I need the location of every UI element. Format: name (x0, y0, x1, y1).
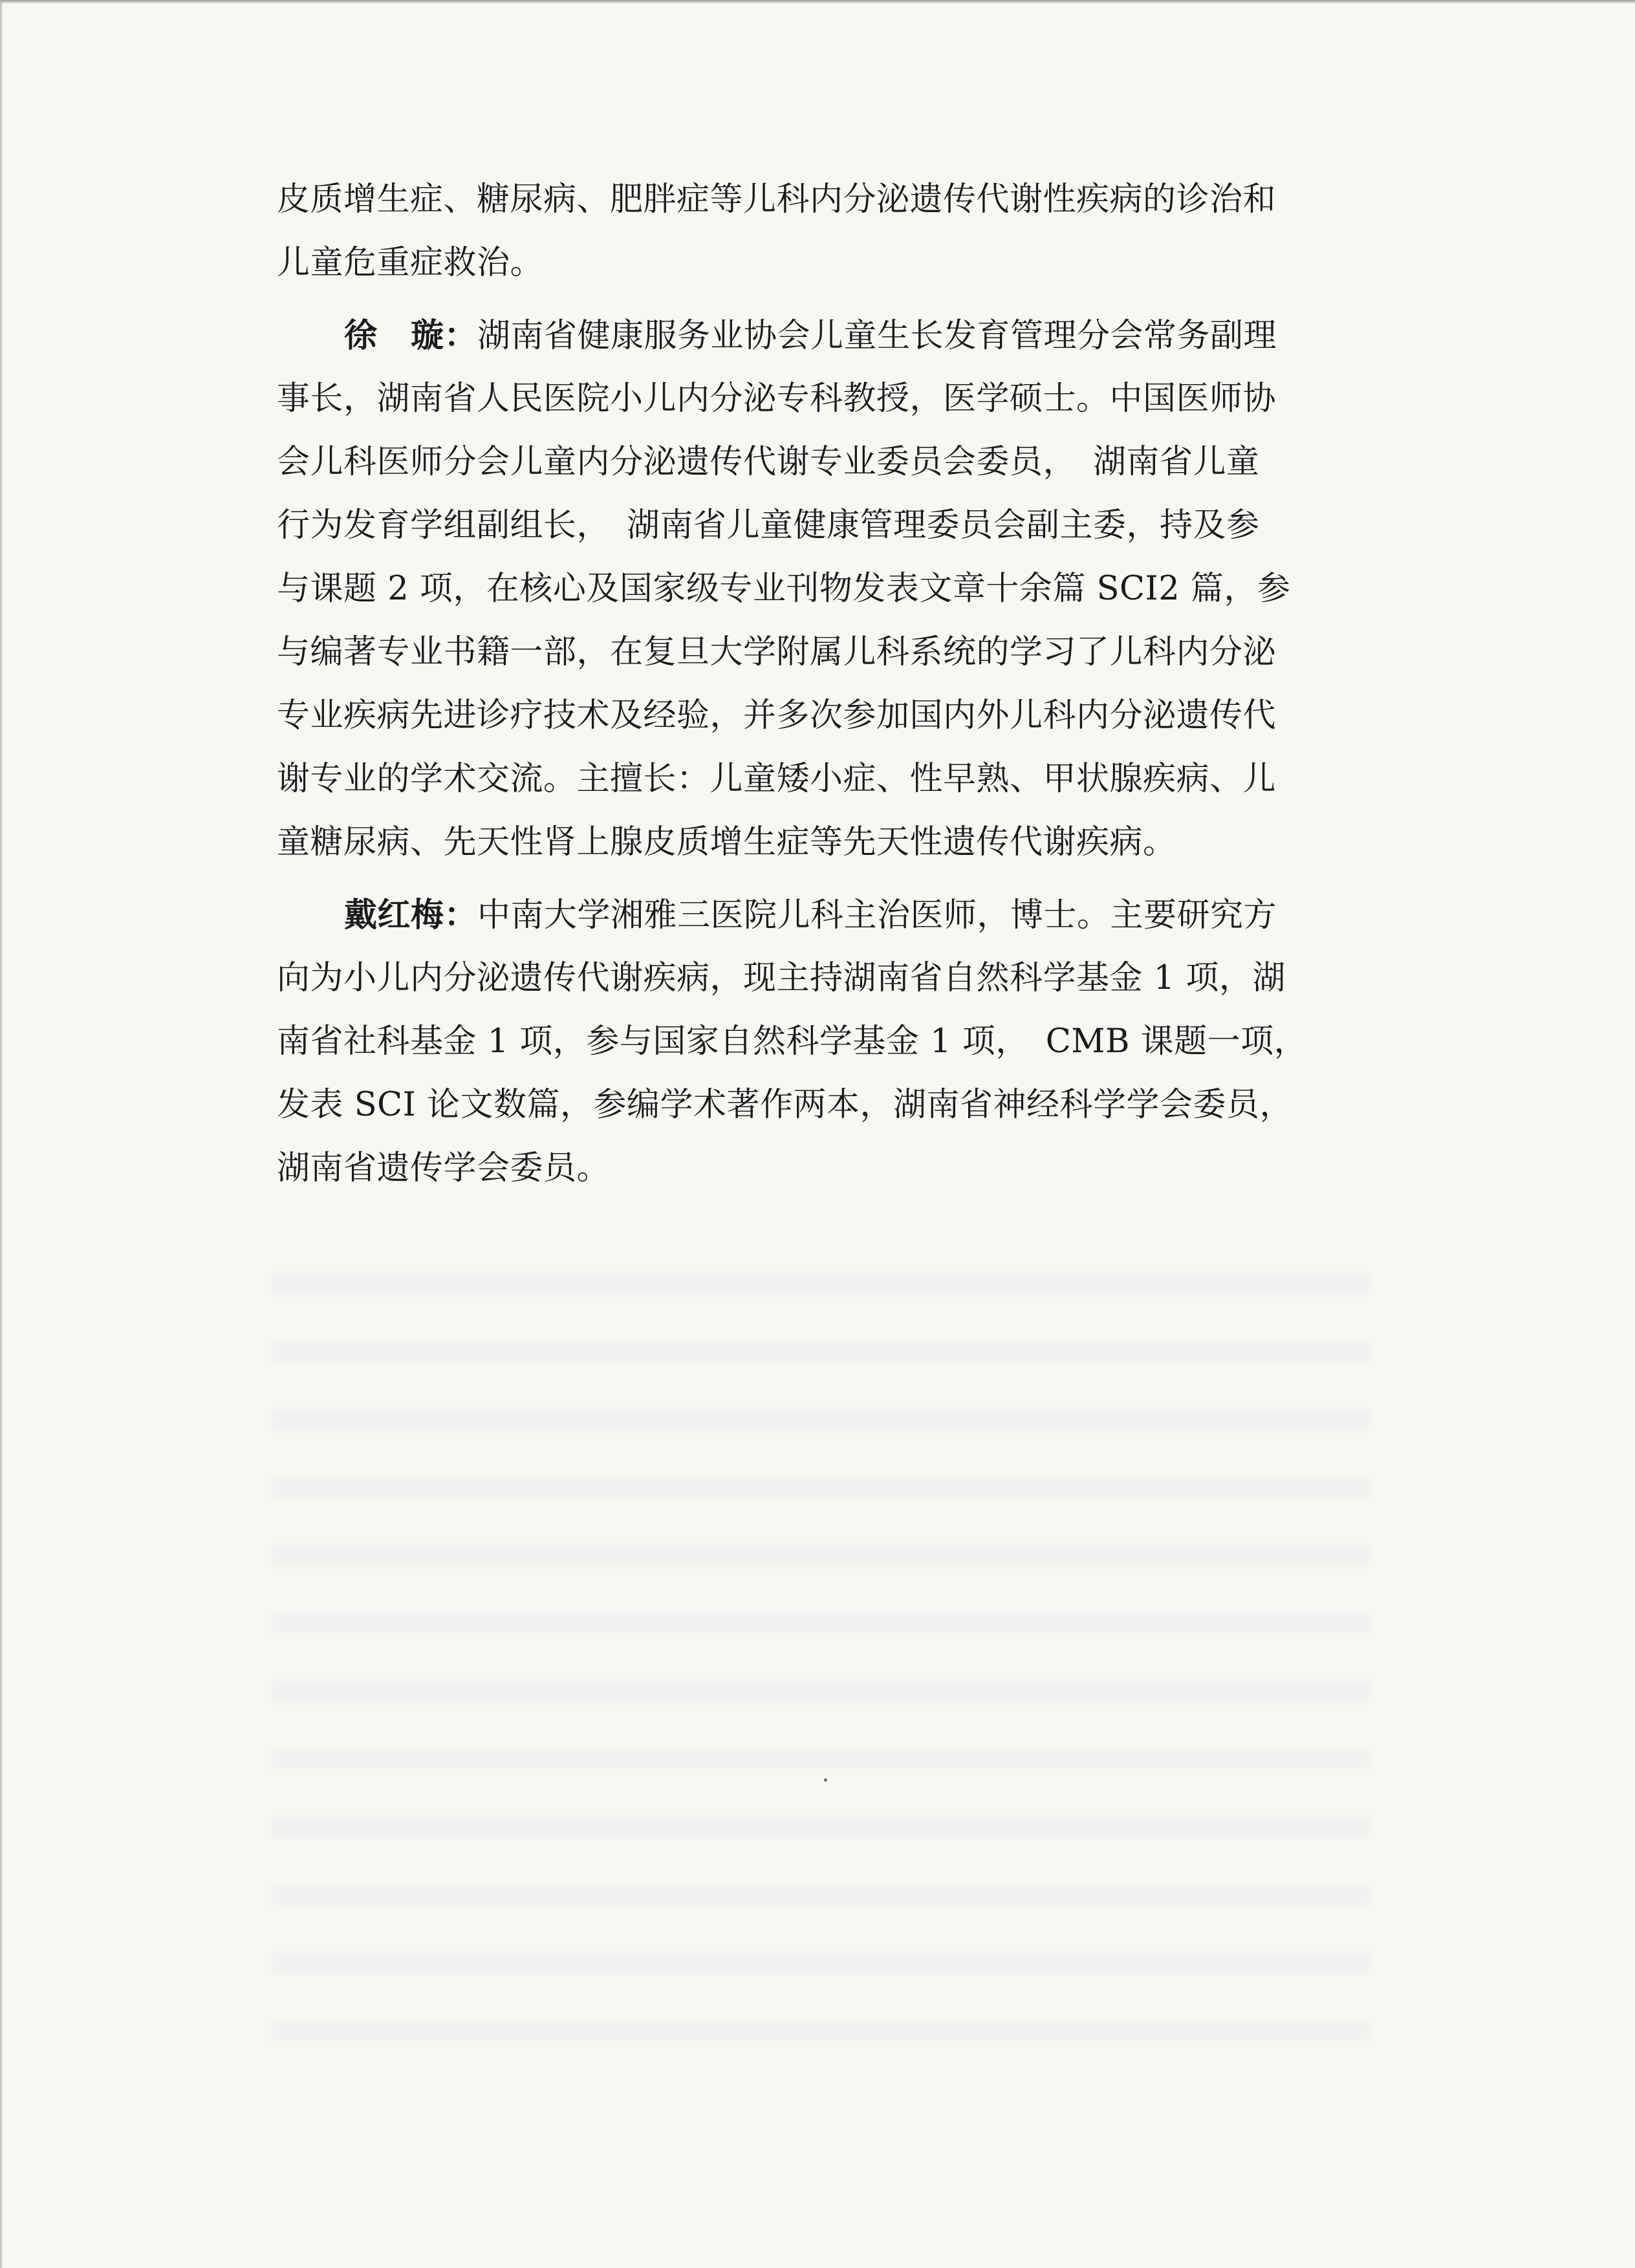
person-name: 徐 璇： (344, 316, 478, 355)
profile-line: 湖南省遗传学会委员。 (277, 1149, 611, 1187)
profile-line: 谢专业的学术交流。主擅长：儿童矮小症、性早熟、甲状腺疾病、儿 (277, 760, 1277, 798)
profile-line: 会儿科医师分会儿童内分泌遗传代谢专业委员会委员， 湖南省儿童 (277, 443, 1260, 481)
reverse-side-bleed-through (272, 1229, 1371, 2069)
scan-left-edge (0, 0, 3, 2268)
person-name: 戴红梅： (344, 896, 478, 934)
profile-line: 行为发育学组副组长， 湖南省儿童健康管理委员会副主委，持及参 (277, 506, 1260, 545)
scan-speck (824, 1778, 827, 1782)
profile-line: 向为小儿内分泌遗传代谢疾病，现主持湖南省自然科学基金 1 项，湖 (277, 959, 1286, 997)
profile-paragraph-xu (277, 304, 1402, 874)
profile-paragraph-dai (277, 883, 1402, 1200)
intro-paragraph (277, 168, 1402, 295)
intro-line: 儿童危重症救治。 (277, 244, 544, 282)
profile-line: 发表 SCI 论文数篇，参编学术著作两本，湖南省神经科学学会委员， (277, 1086, 1294, 1124)
scan-top-edge (0, 0, 1635, 4)
profile-first-text: 中南大学湘雅三医院儿科主治医师，博士。主要研究方 (477, 896, 1277, 934)
profile-line: 童糖尿病、先天性肾上腺皮质增生症等先天性遗传代谢疾病。 (277, 823, 1176, 861)
profile-first-line (277, 883, 1402, 947)
profile-line: 与编著专业书籍一部，在复旦大学附属儿科系统的学习了儿科内分泌 (277, 633, 1277, 671)
document-body (277, 168, 1402, 1200)
profile-first-text: 湖南省健康服务业协会儿童生长发育管理分会常务副理 (477, 317, 1277, 355)
paragraph-gap (277, 874, 1402, 883)
profile-line: 事长，湖南省人民医院小儿内分泌专科教授，医学硕士。中国医师协 (277, 380, 1277, 418)
profile-line: 与课题 2 项，在核心及国家级专业刊物发表文章十余篇 SCI2 篇，参 (277, 570, 1291, 608)
intro-line: 皮质增生症、糖尿病、肥胖症等儿科内分泌遗传代谢性疾病的诊治和 (277, 180, 1277, 219)
paragraph-gap (277, 295, 1402, 304)
profile-line: 南省社科基金 1 项，参与国家自然科学基金 1 项， CMB 课题一项， (277, 1022, 1308, 1061)
profile-line: 专业疾病先进诊疗技术及经验，并多次参加国内外儿科内分泌遗传代 (277, 697, 1277, 735)
profile-first-line (277, 304, 1402, 367)
